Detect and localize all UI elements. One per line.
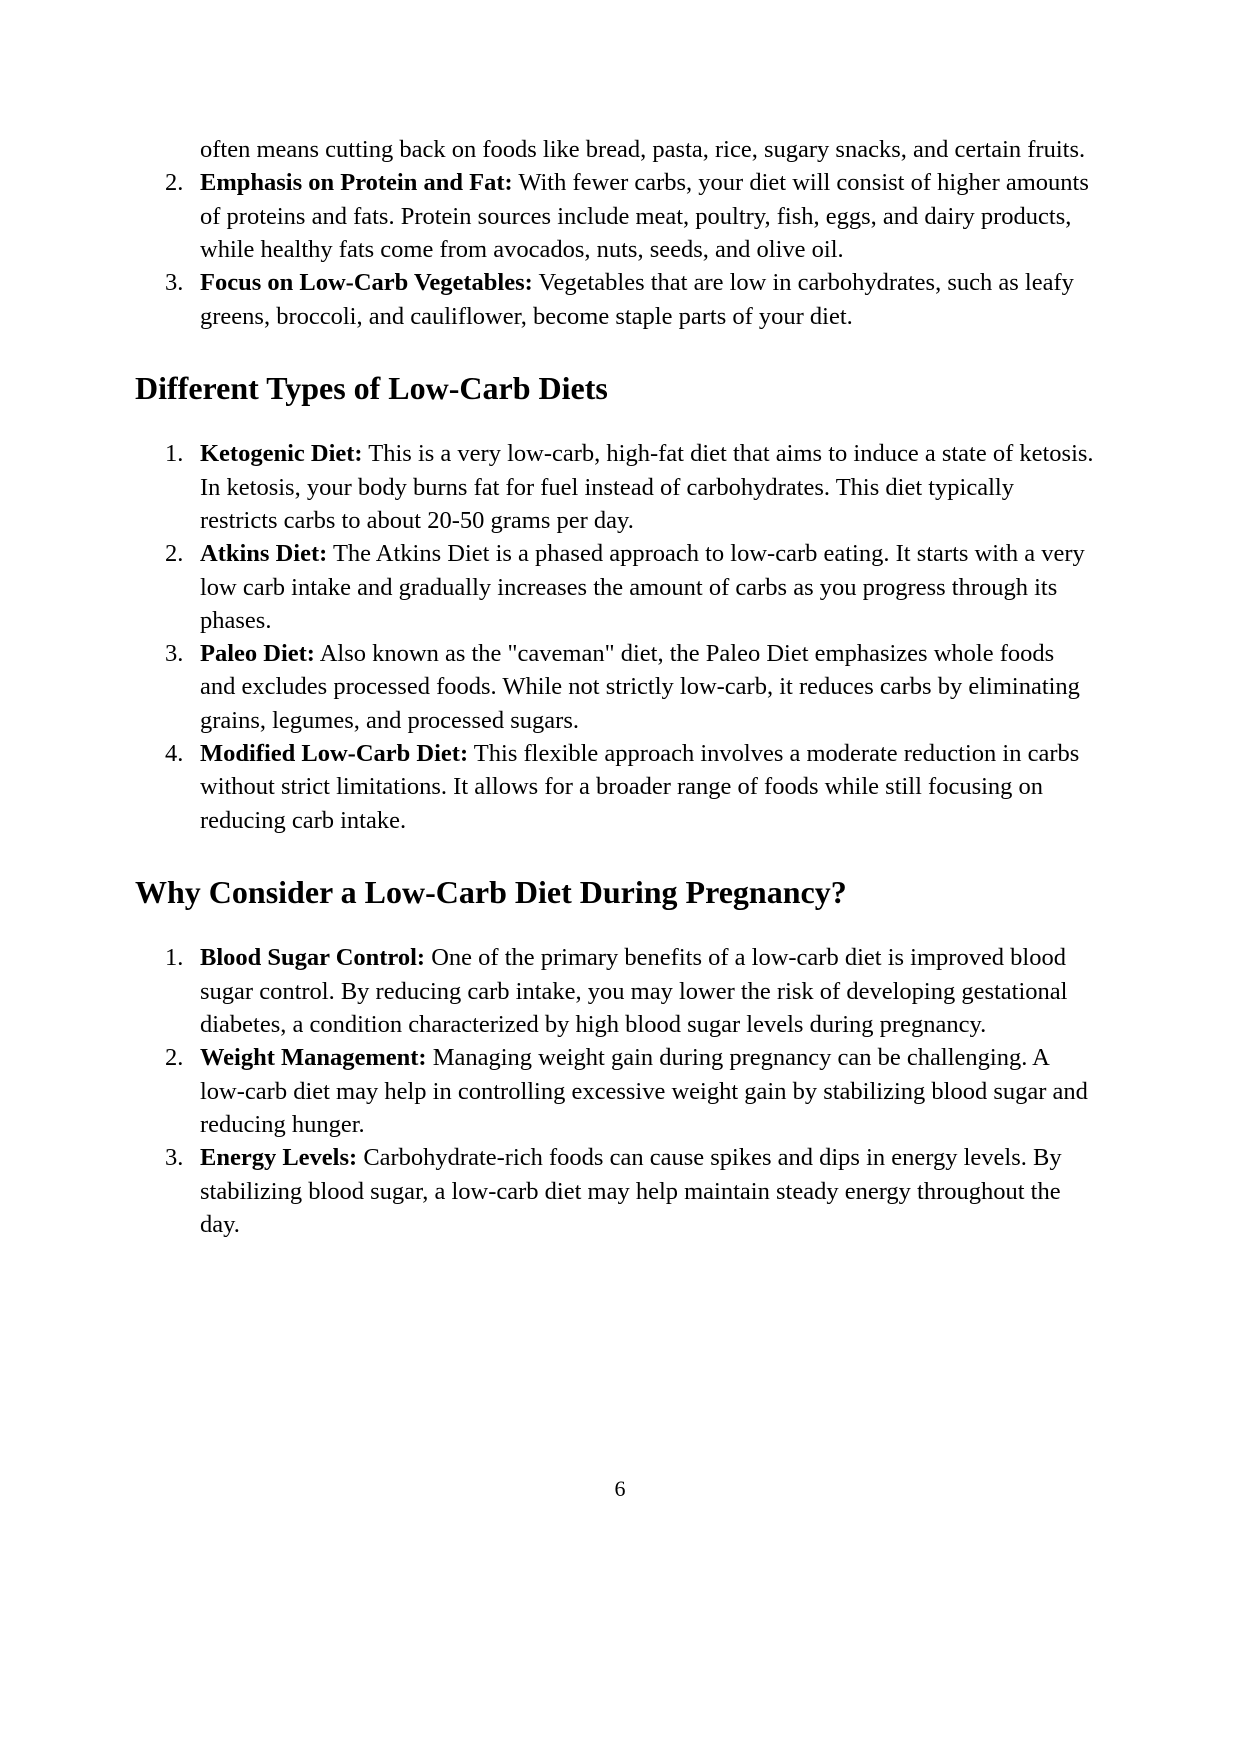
list-item-continuation bbox=[135, 133, 1095, 166]
list-item-number: 1. bbox=[165, 944, 184, 972]
list-item-number: 2. bbox=[165, 1044, 184, 1072]
list-item bbox=[135, 266, 1095, 333]
heading-why-consider: Why Consider a Low-Carb Diet During Pregnancy? bbox=[135, 874, 847, 911]
list-item-number: 2. bbox=[165, 540, 184, 568]
list-why-consider bbox=[135, 941, 1095, 1241]
page-content bbox=[135, 133, 1095, 1241]
list-item-text: Vegetables that are low in carbohydrates, such as leafy greens, broccoli, and cauliflower, become staple parts of your diet. bbox=[200, 269, 1074, 330]
list-item-body bbox=[200, 437, 1095, 537]
list-item bbox=[135, 1141, 1095, 1241]
list-item-body bbox=[200, 166, 1095, 266]
list-item-body bbox=[200, 637, 1095, 737]
list-low-carb-basics bbox=[135, 133, 1095, 333]
list-item-lead: Modified Low-Carb Diet: bbox=[200, 740, 469, 768]
heading-different-types: Different Types of Low-Carb Diets bbox=[135, 369, 608, 406]
list-item bbox=[135, 941, 1095, 1041]
list-item-number: 3. bbox=[165, 640, 184, 668]
list-item-lead: Energy Levels: bbox=[200, 1144, 358, 1172]
list-item-lead: Ketogenic Diet: bbox=[200, 440, 363, 468]
list-item-lead: Focus on Low-Carb Vegetables: bbox=[200, 269, 533, 297]
list-item-text: This is a very low-carb, high-fat diet that aims to induce a state of ketosis. In ketosis, your body burns fat for fuel instead of carbohydrates. This diet typically restricts carbs to about 20-50 grams per day. bbox=[200, 440, 1094, 534]
list-item bbox=[135, 737, 1095, 837]
page-number: 6 bbox=[614, 1476, 626, 1501]
list-item-text: With fewer carbs, your diet will consist of higher amounts of proteins and fats. Protein sources include meat, poultry, fish, eggs, and dairy products, while healthy fats come from avocados, nuts, seeds, and olive oil. bbox=[200, 169, 1089, 263]
list-diet-types bbox=[135, 437, 1095, 837]
list-item-text: The Atkins Diet is a phased approach to low-carb eating. It starts with a very low carb intake and gradually increases the amount of carbs as you progress through its phases. bbox=[200, 540, 1085, 634]
list-item-number: 2. bbox=[165, 169, 184, 197]
list-item-text: Also known as the "caveman" diet, the Paleo Diet emphasizes whole foods and excludes processed foods. While not strictly low-carb, it reduces carbs by eliminating grains, legumes, and processed sugars. bbox=[200, 640, 1080, 734]
list-item-number: 3. bbox=[165, 269, 184, 297]
list-item bbox=[135, 1041, 1095, 1141]
list-item-body bbox=[200, 941, 1095, 1041]
list-item-text: One of the primary benefits of a low-carb diet is improved blood sugar control. By reducing carb intake, you may lower the risk of developing gestational diabetes, a condition characterized by high blood sugar levels during pregnancy. bbox=[200, 944, 1068, 1039]
list-item-number: 4. bbox=[165, 740, 184, 768]
list-item bbox=[135, 537, 1095, 637]
list-item-body bbox=[200, 1041, 1095, 1141]
list-item-body bbox=[200, 266, 1095, 333]
list-item bbox=[135, 166, 1095, 266]
list-item-body bbox=[200, 1141, 1095, 1241]
list-item-text: often means cutting back on foods like bread, pasta, rice, sugary snacks, and certain fruits. bbox=[200, 136, 1086, 163]
list-item-text: Managing weight gain during pregnancy can be challenging. A low-carb diet may help in controlling excessive weight gain by stabilizing blood sugar and reducing hunger. bbox=[200, 1044, 1088, 1138]
list-item-body bbox=[200, 537, 1095, 637]
list-item-number: 1. bbox=[165, 440, 184, 468]
list-item-lead: Blood Sugar Control: bbox=[200, 944, 426, 972]
list-item-lead: Emphasis on Protein and Fat: bbox=[200, 169, 513, 197]
list-item-text: This flexible approach involves a moderate reduction in carbs without strict limitations. It allows for a broader range of foods while still focusing on reducing carb intake. bbox=[200, 740, 1080, 834]
list-item-body bbox=[200, 737, 1095, 837]
list-item bbox=[135, 637, 1095, 737]
list-item bbox=[135, 437, 1095, 537]
list-item-lead: Paleo Diet: bbox=[200, 640, 315, 668]
list-item-text: Carbohydrate-rich foods can cause spikes and dips in energy levels. By stabilizing blood sugar, a low-carb diet may help maintain steady energy throughout the day. bbox=[200, 1144, 1062, 1238]
list-item-number: 3. bbox=[165, 1144, 184, 1172]
list-item-lead: Atkins Diet: bbox=[200, 540, 328, 568]
list-item-lead: Weight Management: bbox=[200, 1044, 427, 1072]
